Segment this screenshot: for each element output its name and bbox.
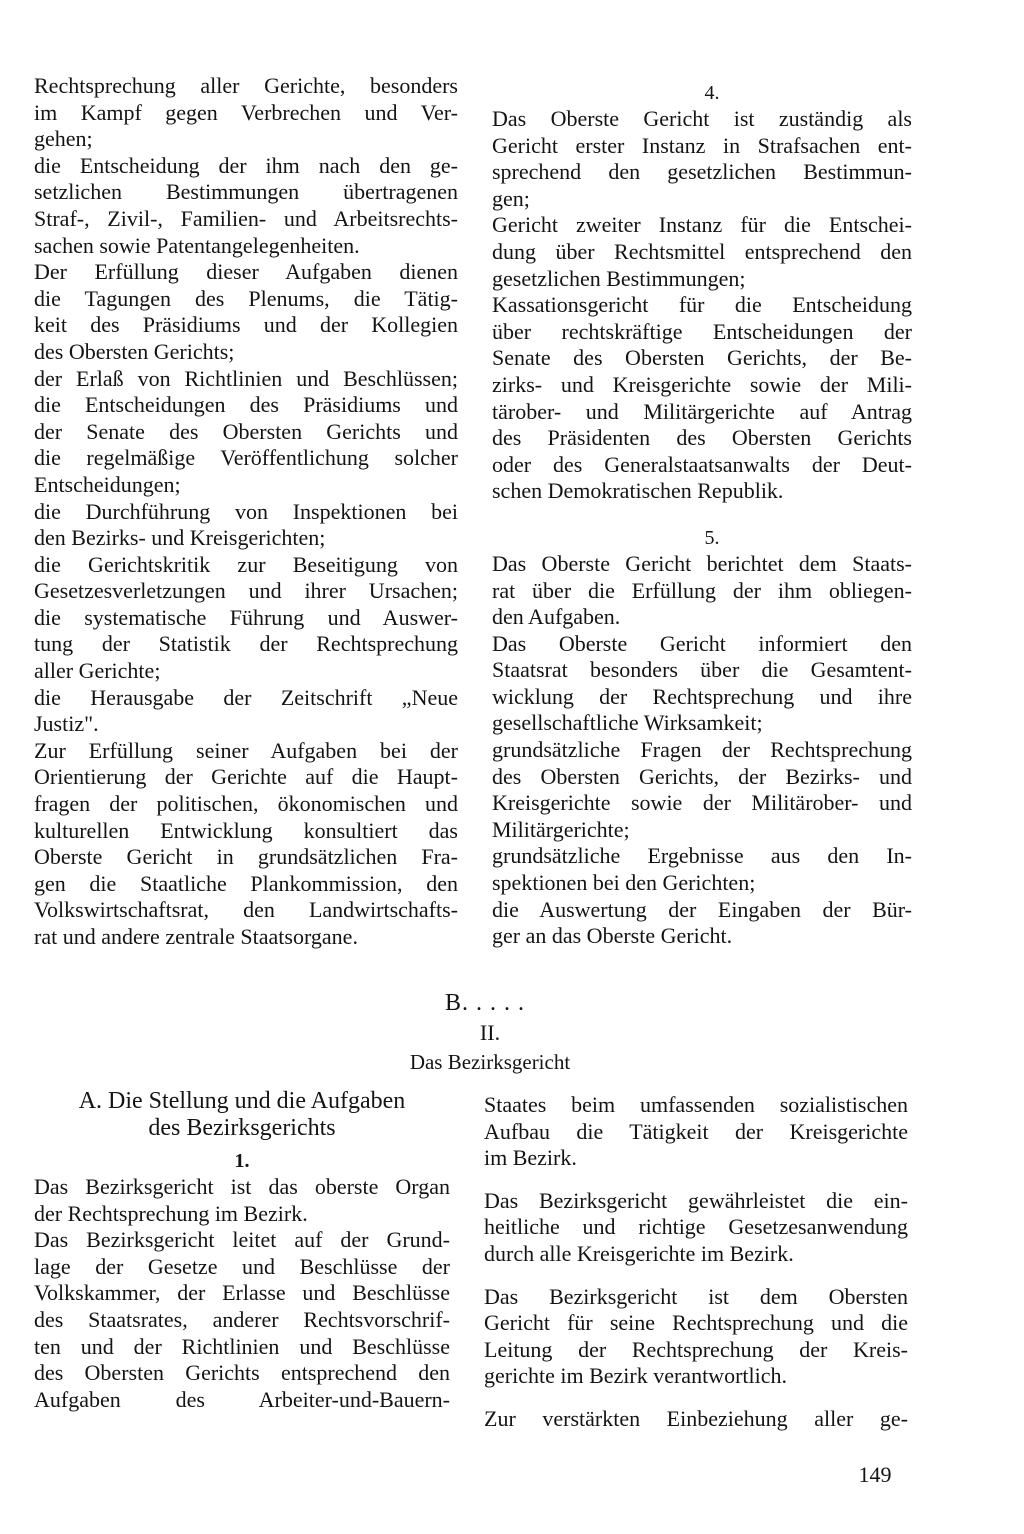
text-line: sprechend den gesetzlichen Bestimmun- bbox=[492, 159, 912, 185]
subsection-heading-line-2: des Bezirksgerichts bbox=[148, 1115, 336, 1141]
text-line: Zur Erfüllung seiner Aufgaben bei der bbox=[34, 737, 458, 763]
text-line: Aufbau die Tätigkeit der Kreisgerichte bbox=[484, 1118, 908, 1144]
text-line: ger an das Oberste Gericht. bbox=[492, 923, 733, 949]
text-line: sachen sowie Patentangelegenheiten. bbox=[34, 232, 360, 258]
text-line: der Erlaß von Richtlinien und Beschlüssen; bbox=[34, 365, 458, 391]
bottom-right-paragraph-3 bbox=[484, 1284, 908, 1390]
text-line: Volkskammer, der Erlasse und Beschlüsse bbox=[34, 1280, 450, 1306]
text-line: kulturellen Entwicklung konsultiert das bbox=[34, 817, 458, 843]
text-line: des Obersten Gerichts; bbox=[34, 338, 235, 364]
text-line: Orientierung der Gerichte auf die Haupt- bbox=[34, 764, 458, 790]
bottom-right-paragraph-4 bbox=[484, 1406, 908, 1433]
text-line: des Obersten Gerichts entsprechend den bbox=[34, 1360, 450, 1386]
text-line: lage der Gesetze und Beschlüsse der bbox=[34, 1253, 450, 1279]
text-line: Justiz". bbox=[34, 711, 99, 737]
text-line: die Auswertung der Eingaben der Bür- bbox=[492, 896, 912, 922]
text-line: Das Oberste Gericht informiert den bbox=[492, 630, 912, 656]
section-number-1: 1. bbox=[234, 1150, 250, 1172]
section-roman-heading: II. bbox=[479, 1020, 501, 1045]
text-line: rat über die Erfüllung der ihm obliegen- bbox=[492, 577, 912, 603]
text-line: Aufgaben des Arbeiter-und-Bauern- bbox=[34, 1386, 450, 1412]
text-line: die regelmäßige Veröffentlichung solcher bbox=[34, 445, 458, 471]
text-line: Volkswirtschaftsrat, den Landwirtschafts- bbox=[34, 897, 458, 923]
text-line: gerichte im Bezirk verantwortlich. bbox=[484, 1363, 787, 1389]
text-line: der Senate des Obersten Gerichts und bbox=[34, 418, 458, 444]
text-line: des Staatsrates, anderer Rechtsvorschrif- bbox=[34, 1306, 450, 1332]
text-line: gesellschaftliche Wirksamkeit; bbox=[492, 710, 763, 736]
text-line: Gericht für seine Rechtsprechung und die bbox=[484, 1310, 908, 1336]
text-line: den Aufgaben. bbox=[492, 604, 621, 630]
text-line: Leitung der Rechtsprechung der Kreis- bbox=[484, 1336, 908, 1362]
top-right-column bbox=[492, 80, 912, 950]
text-line: ten und der Richtlinien und Beschlüsse bbox=[34, 1333, 450, 1359]
text-line: Das Bezirksgericht ist das oberste Organ bbox=[34, 1174, 450, 1199]
text-line: Senate des Obersten Gerichts, der Be- bbox=[492, 345, 912, 371]
text-line: rat und andere zentrale Staatsorgane. bbox=[34, 924, 358, 949]
text-line: Das Bezirksgericht gewährleistet die ein- bbox=[484, 1187, 908, 1213]
text-line: grundsätzliche Ergebnisse aus den In- bbox=[492, 843, 912, 869]
text-line: tärober- und Militärgerichte auf Antrag bbox=[492, 398, 912, 424]
text-line: zirks- und Kreisgerichte sowie der Mili- bbox=[492, 371, 912, 397]
text-line: des Obersten Gerichts, der Bezirks- und bbox=[492, 763, 912, 789]
text-line: Das Oberste Gericht ist zuständig als bbox=[492, 106, 912, 131]
bottom-left-lines bbox=[34, 1174, 450, 1413]
text-line: die systematische Führung und Auswer- bbox=[34, 604, 458, 630]
text-line: Gericht zweiter Instanz für die Entschei- bbox=[492, 212, 912, 238]
text-line: Straf-, Zivil-, Familien- und Arbeitsrechts- bbox=[34, 205, 458, 231]
section-5-lines bbox=[492, 551, 912, 950]
text-line: spektionen bei den Gerichten; bbox=[492, 870, 756, 896]
text-line: fragen der politischen, ökonomischen und bbox=[34, 791, 458, 817]
text-line: die Gerichtskritik zur Beseitigung von bbox=[34, 551, 458, 577]
text-line: tung der Statistik der Rechtsprechung bbox=[34, 631, 458, 657]
text-line: gen die Staatliche Plankommission, den bbox=[34, 870, 458, 896]
text-line: Der Erfüllung dieser Aufgaben dienen bbox=[34, 259, 458, 285]
bottom-right-paragraph-1 bbox=[484, 1092, 908, 1172]
text-line: dung über Rechtsmittel entsprechend den bbox=[492, 238, 912, 264]
text-line: Kreisgerichte sowie der Militärober- und bbox=[492, 790, 912, 816]
text-line: Kassationsgericht für die Entscheidung bbox=[492, 292, 912, 318]
section-title: Das Bezirksgericht bbox=[409, 1050, 571, 1074]
subsection-heading-line-1: A. Die Stellung und die Aufgaben bbox=[78, 1088, 406, 1114]
text-line: durch alle Kreisgerichte im Bezirk. bbox=[484, 1240, 794, 1266]
section-4-lines bbox=[492, 106, 912, 505]
text-line: Zur verstärkten Einbeziehung aller ge- bbox=[484, 1405, 908, 1431]
text-line: heitliche und richtige Gesetzesanwendung bbox=[484, 1214, 908, 1240]
bottom-right-column bbox=[484, 1092, 908, 1433]
text-line: die Entscheidung der ihm nach den ge- bbox=[34, 152, 458, 178]
bottom-left-column bbox=[34, 1088, 450, 1413]
top-left-column bbox=[34, 73, 458, 951]
text-line: Das Bezirksgericht ist dem Obersten bbox=[484, 1283, 908, 1309]
section-number-4: 4. bbox=[704, 82, 720, 104]
text-line: den Bezirks- und Kreisgerichten; bbox=[34, 525, 326, 551]
text-line: schen Demokratischen Republik. bbox=[492, 478, 784, 504]
text-line: wicklung der Rechtsprechung und ihre bbox=[492, 683, 912, 709]
text-line: Staates beim umfassenden sozialistischen bbox=[484, 1092, 908, 1117]
text-line: Militärgerichte; bbox=[492, 816, 630, 842]
text-line: die Entscheidungen des Präsidiums und bbox=[34, 392, 458, 418]
text-line: die Durchführung von Inspektionen bei bbox=[34, 498, 458, 524]
text-line: Das Oberste Gericht berichtet dem Staats- bbox=[492, 550, 912, 576]
text-line: setzlichen Bestimmungen übertragenen bbox=[34, 179, 458, 205]
text-line: Staatsrat besonders über die Gesamtent- bbox=[492, 657, 912, 683]
text-line: über rechtskräftige Entscheidungen der bbox=[492, 318, 912, 344]
text-line: gesetzlichen Bestimmungen; bbox=[492, 265, 746, 291]
top-left-lines bbox=[34, 73, 458, 951]
section-number-5: 5. bbox=[704, 526, 720, 549]
text-line: Gesetzesverletzungen und ihrer Ursachen; bbox=[34, 578, 458, 604]
text-line: aller Gerichte; bbox=[34, 658, 161, 684]
text-line: Das Bezirksgericht leitet auf der Grund- bbox=[34, 1227, 450, 1253]
bottom-right-paragraph-2 bbox=[484, 1188, 908, 1268]
page-number: 149 bbox=[858, 1462, 892, 1487]
text-line: die Herausgabe der Zeitschrift „Neue bbox=[34, 684, 458, 710]
text-line: der Rechtsprechung im Bezirk. bbox=[34, 1200, 308, 1226]
text-line: gehen; bbox=[34, 126, 93, 152]
text-line: oder des Generalstaatsanwalts der Deut- bbox=[492, 451, 912, 477]
text-line: Oberste Gericht in grundsätzlichen Fra- bbox=[34, 844, 458, 870]
text-line: die Tagungen des Plenums, die Tätig- bbox=[34, 285, 458, 311]
text-line: Gericht erster Instanz in Strafsachen ent- bbox=[492, 132, 912, 158]
text-line: im Bezirk. bbox=[484, 1145, 577, 1171]
section-b-heading: B. . . . . bbox=[444, 990, 525, 1016]
text-line: gen; bbox=[492, 185, 530, 211]
text-line: Rechtsprechung aller Gerichte, besonders bbox=[34, 73, 458, 98]
text-line: keit des Präsidiums und der Kollegien bbox=[34, 312, 458, 338]
text-line: grundsätzliche Fragen der Rechtsprechung bbox=[492, 737, 912, 763]
text-line: Entscheidungen; bbox=[34, 471, 181, 497]
text-line: im Kampf gegen Verbrechen und Ver- bbox=[34, 99, 458, 125]
text-line: des Präsidenten des Obersten Gerichts bbox=[492, 425, 912, 451]
